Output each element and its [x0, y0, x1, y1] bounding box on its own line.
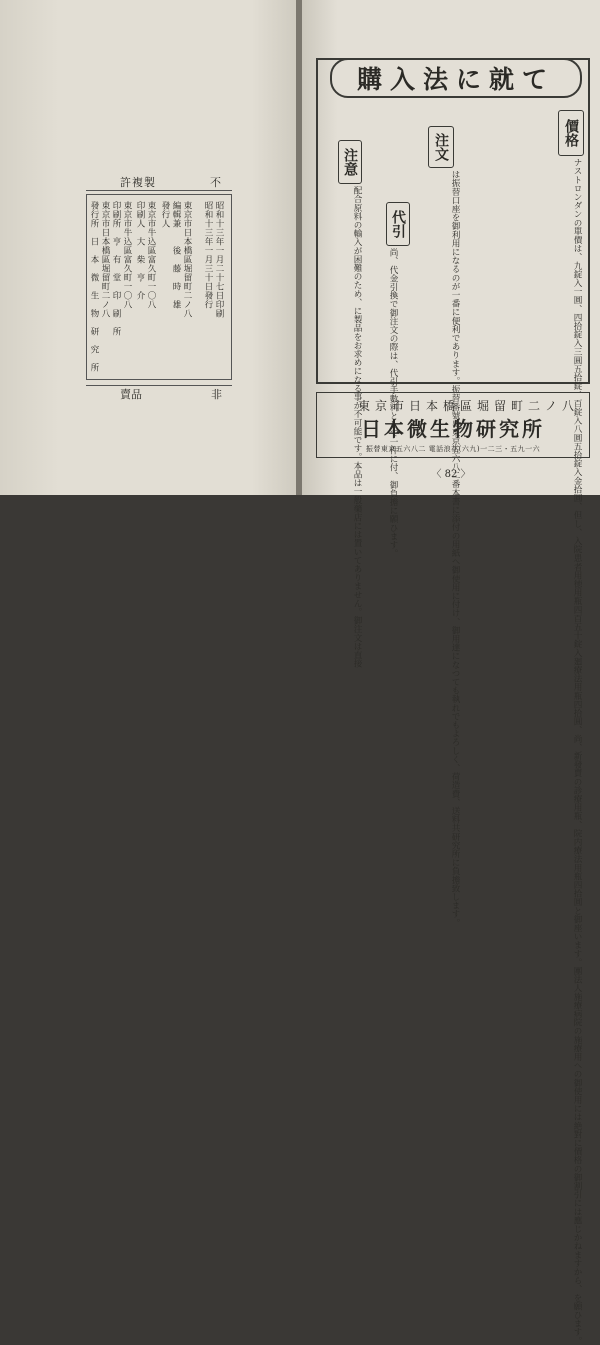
company-address: 東京市日本橋區堀留町二ノ八 — [357, 399, 579, 413]
company-telephone: 振替東京五六八二 電話浪花(六九)一二三・五九一六 — [365, 445, 541, 453]
colophon-footer-left: 非 — [211, 388, 222, 401]
cod-line: 御負擔に願ひます。 — [388, 480, 398, 558]
order-line: 本書に添付の用紙へ御使用に付け、御用達 — [450, 488, 460, 652]
price-line: 入金拾圓、但し、入院患者用徳用瓶四百五十錠入 — [572, 467, 582, 657]
cod-text — [364, 248, 398, 558]
order-line: になつても執れでもよろしく、荷造費、送料共 — [450, 651, 460, 833]
note-text — [322, 186, 362, 668]
colophon-line: 印刷人 大 柴 亨 介 — [135, 201, 145, 300]
colophon-line: 發行所 日 本 微 生 物 研 究 所 — [89, 201, 99, 372]
section-price-label: 價格 — [558, 110, 584, 156]
colophon-line: 東京市牛込區富久町一〇八 — [146, 201, 156, 309]
order-line: は振替口座を御利用になるのが一番に便利 — [450, 170, 460, 334]
colophon-line: 東京市日本橋區堀留町二ノ八 — [100, 201, 110, 318]
colophon-line: 昭和十三年一月三十日發行 — [203, 201, 213, 309]
colophon-header-right: 許複製 — [120, 176, 156, 189]
price-line: 四拾錠入三圓五拾錠、百錠入八圓五拾錠 — [572, 312, 582, 468]
cod-line: 代引手數料として一件に付、 — [388, 368, 398, 481]
colophon-line: 編輯兼 後 藤 時 雄 — [171, 201, 181, 309]
price-line: 瓶、院内療法用瓶四拾圓と御座います。 — [572, 811, 582, 967]
page-number: 〈 82 〉 — [431, 469, 471, 480]
colophon-body — [86, 194, 232, 380]
price-line: 廻療法用瓶四拾圓、尚、新發賣の診療用 — [572, 656, 582, 812]
colophon-line: 印刷所 亨 有 堂 印 刷 所 — [111, 201, 121, 336]
note-line: 配合原料の輸入が困難のため、 — [352, 186, 362, 307]
colophon-line: 東京市牛込區富久町一〇八 — [122, 201, 132, 309]
purchase-title-box — [330, 58, 582, 98]
colophon-header — [86, 174, 232, 191]
colophon-footer-right: 賣品 — [120, 388, 142, 401]
colophon-line: 東京市日本橋區堀留町二ノ八 — [182, 201, 192, 318]
section-note-label: 注意 — [338, 140, 362, 184]
purchase-title: 購入法に就て — [356, 65, 555, 94]
colophon-header-left: 不 — [210, 176, 222, 189]
price-line: 團法人施療病院の施療用への御使用には — [572, 966, 582, 1122]
section-order-label: 注文 — [428, 126, 454, 168]
colophon-line: 昭和十三年一月二十七日印刷 — [214, 201, 224, 318]
note-line: に製品をお求めになる事が不可能です。 — [352, 306, 362, 462]
price-line: 絶對に價格の御割引には應じかねますから、 — [572, 1121, 582, 1294]
colophon-line: 發行人 — [160, 201, 170, 228]
section-cod-label: 代引 — [386, 202, 410, 246]
price-line: ナストロンダンの單價は、九錠入一圓、 — [572, 158, 582, 313]
colophon — [86, 174, 232, 402]
cod-line: 尚、代金引換で御注文の際は、 — [388, 248, 398, 369]
price-line: を願ひます。 — [572, 1293, 582, 1345]
note-line: 本品は一般藥店には置いてありません。御注文は直接 — [352, 461, 362, 668]
company-name: 日本微生物研究所 — [361, 417, 545, 441]
colophon-footer — [86, 385, 232, 402]
order-line: であります。振替番號は東京五六八二番 — [450, 333, 460, 489]
company-banner — [316, 392, 590, 458]
order-line: 研究所に負擔致します。 — [450, 832, 460, 927]
